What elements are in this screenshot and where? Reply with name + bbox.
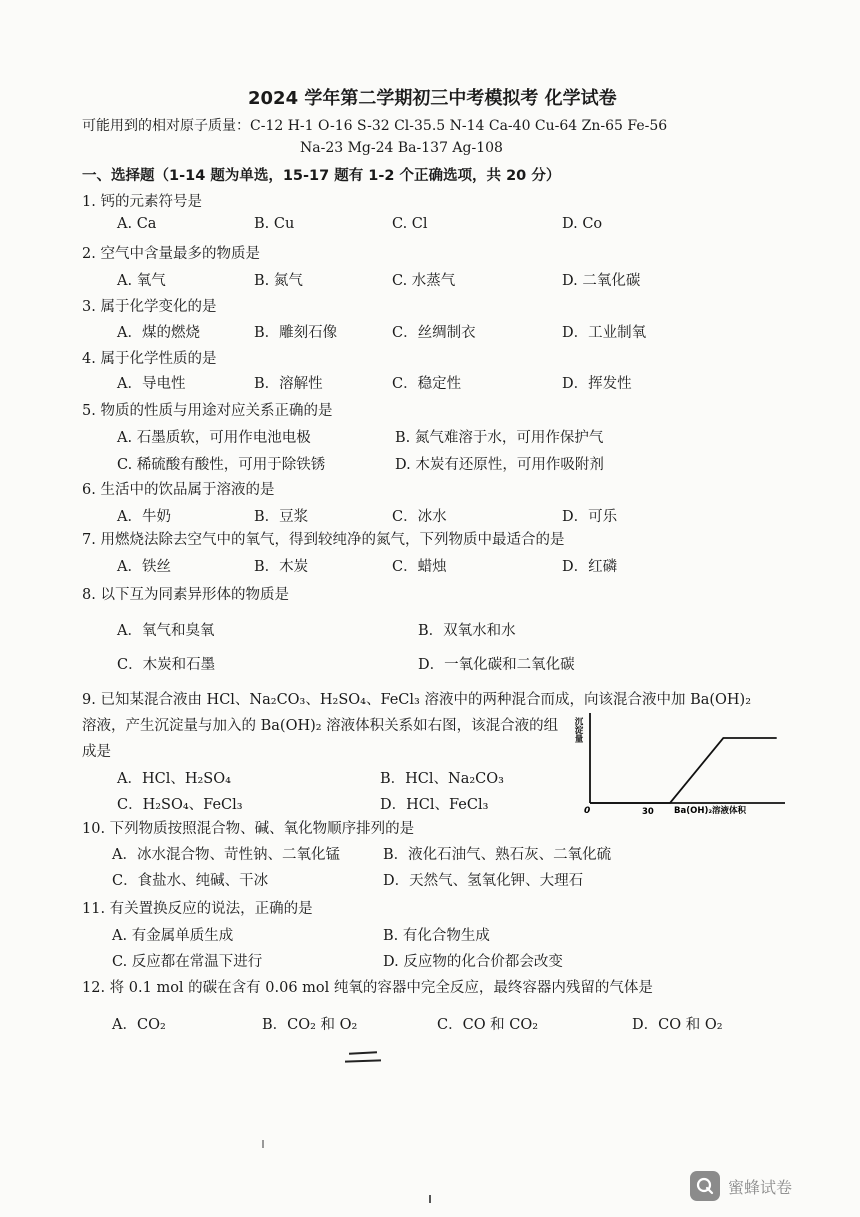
question-11-option-d: D. 反应物的化合价都会改变 (383, 954, 563, 970)
question-3-option-d: D．工业制氧 (562, 325, 647, 341)
question-7-option-c: C．蜡烛 (392, 559, 447, 575)
question-5-option-b: B. 氮气难溶于水，可用作保护气 (395, 430, 604, 446)
question-7-option-b: B．木炭 (254, 559, 309, 575)
question-1-option-c: C. Cl (392, 216, 428, 232)
question-4-option-d: D．挥发性 (562, 376, 632, 392)
question-9-stem-line3: 成是 (82, 744, 111, 760)
question-12-option-a: A．CO₂ (112, 1017, 166, 1033)
question-1-stem: 1. 钙的元素符号是 (82, 194, 202, 210)
question-2-option-c: C. 水蒸气 (392, 273, 456, 289)
question-2-stem: 2. 空气中含量最多的物质是 (82, 246, 260, 262)
question-10-stem: 10. 下列物质按照混合物、碱、氧化物顺序排列的是 (82, 821, 415, 837)
question-5-stem: 5. 物质的性质与用途对应关系正确的是 (82, 403, 333, 419)
question-3-option-a: A．煤的燃烧 (117, 325, 200, 341)
question-9-option-c: C．H₂SO₄、FeCl₃ (117, 797, 243, 813)
precipitate-curve (590, 738, 777, 803)
question-8-option-a: A．氧气和臭氧 (117, 623, 215, 639)
question-3-option-c: C．丝绸制衣 (392, 325, 476, 341)
watermark (690, 1171, 792, 1201)
question-8-option-b: B．双氧水和水 (418, 623, 516, 639)
question-12-option-d: D．CO 和 O₂ (632, 1017, 723, 1033)
scan-speck (429, 1195, 431, 1203)
question-2-option-a: A. 氧气 (117, 273, 166, 289)
question-12-stem: 12. 将 0.1 mol 的碳在含有 0.06 mol 纯氧的容器中完全反应，最终容器内残留的气体是 (82, 980, 653, 996)
watermark-text: 蜜蜂试卷 (728, 1177, 793, 1197)
question-8-stem: 8. 以下互为同素异形体的物质是 (82, 587, 289, 603)
question-5-option-c: C. 稀硫酸有酸性，可用于除铁锈 (117, 457, 326, 473)
question-6-option-b: B．豆浆 (254, 509, 309, 525)
graph-tick-label: 30 (642, 807, 654, 817)
graph-ylabel: 沉淀量 (573, 717, 583, 743)
question-4-option-a: A．导电性 (117, 376, 186, 392)
question-12-option-c: C．CO 和 CO₂ (437, 1017, 539, 1033)
question-9-option-a: A．HCl、H₂SO₄ (117, 771, 231, 787)
question-10-option-b: B．液化石油气、熟石灰、二氧化硫 (383, 847, 612, 863)
question-10-option-d: D．天然气、氢氧化钾、大理石 (383, 873, 584, 889)
question-1-option-d: D. Co (562, 216, 603, 232)
question-1-option-b: B. Cu (254, 216, 295, 232)
question-7-option-a: A．铁丝 (117, 559, 171, 575)
question-7-option-d: D．红磷 (562, 559, 618, 575)
question-8-option-c: C．木炭和石墨 (117, 657, 216, 673)
question-3-stem: 3. 属于化学变化的是 (82, 299, 217, 315)
question-9-stem-line2: 溶液，产生沉淀量与加入的 Ba(OH)₂ 溶液体积关系如右图，该混合液的组 (82, 718, 559, 734)
question-5-option-d: D. 木炭有还原性，可用作吸附剂 (395, 457, 604, 473)
question-12-option-b: B．CO₂ 和 O₂ (262, 1017, 358, 1033)
question-4-option-b: B．溶解性 (254, 376, 323, 392)
page-mark (345, 1050, 385, 1066)
question-6-option-a: A．牛奶 (117, 509, 171, 525)
question-6-stem: 6. 生活中的饮品属于溶液的是 (82, 482, 275, 498)
question-9-option-b: B．HCl、Na₂CO₃ (380, 771, 504, 787)
question-11-stem: 11. 有关置换反应的说法，正确的是 (82, 901, 313, 917)
question-6-option-c: C．冰水 (392, 509, 447, 525)
question-7-stem: 7. 用燃烧法除去空气中的氧气，得到较纯净的氮气，下列物质中最适合的是 (82, 532, 565, 548)
question-9-option-d: D．HCl、FeCl₃ (380, 797, 489, 813)
atomic-masses-line2: Na-23 Mg-24 Ba-137 Ag-108 (300, 140, 503, 156)
question-10-option-a: A．冰水混合物、苛性钠、二氧化锰 (112, 847, 340, 863)
question-6-option-d: D．可乐 (562, 509, 618, 525)
watermark-logo-icon (690, 1171, 720, 1201)
scan-speck (262, 1140, 264, 1148)
atomic-masses-line1: 可能用到的相对原子质量：C-12 H-1 O-16 S-32 Cl-35.5 N-14 Ca-40 Cu-64 Zn-65 Fe-56 (82, 118, 668, 134)
question-1-option-a: A. Ca (117, 216, 157, 232)
graph-origin-label: 0 (584, 806, 591, 816)
question-2-option-b: B. 氮气 (254, 273, 303, 289)
question-10-option-c: C．食盐水、纯碱、干冰 (112, 873, 269, 889)
question-11-option-b: B. 有化合物生成 (383, 928, 490, 944)
precipitate-volume-graph (570, 705, 792, 821)
question-9-stem-line1: 9. 已知某混合液由 HCl、Na₂CO₃、H₂SO₄、FeCl₃ 溶液中的两种混合而成，向该混合液中加 Ba(OH)₂ (82, 692, 752, 708)
question-8-option-d: D．一氧化碳和二氧化碳 (418, 657, 575, 673)
question-2-option-d: D. 二氧化碳 (562, 273, 641, 289)
question-4-option-c: C．稳定性 (392, 376, 462, 392)
question-4-stem: 4. 属于化学性质的是 (82, 351, 217, 367)
section-title: 一、选择题（1-14 题为单选，15-17 题有 1-2 个正确选项，共 20 分） (82, 168, 561, 184)
question-11-option-a: A. 有金属单质生成 (112, 928, 234, 944)
question-3-option-b: B．雕刻石像 (254, 325, 338, 341)
exam-title: 2024 学年第二学期初三中考模拟考 化学试卷 (248, 88, 617, 109)
graph-xlabel: Ba(OH)₂溶液体积 (674, 806, 747, 816)
question-5-option-a: A. 石墨质软，可用作电池电极 (117, 430, 311, 446)
question-11-option-c: C. 反应都在常温下进行 (112, 954, 263, 970)
